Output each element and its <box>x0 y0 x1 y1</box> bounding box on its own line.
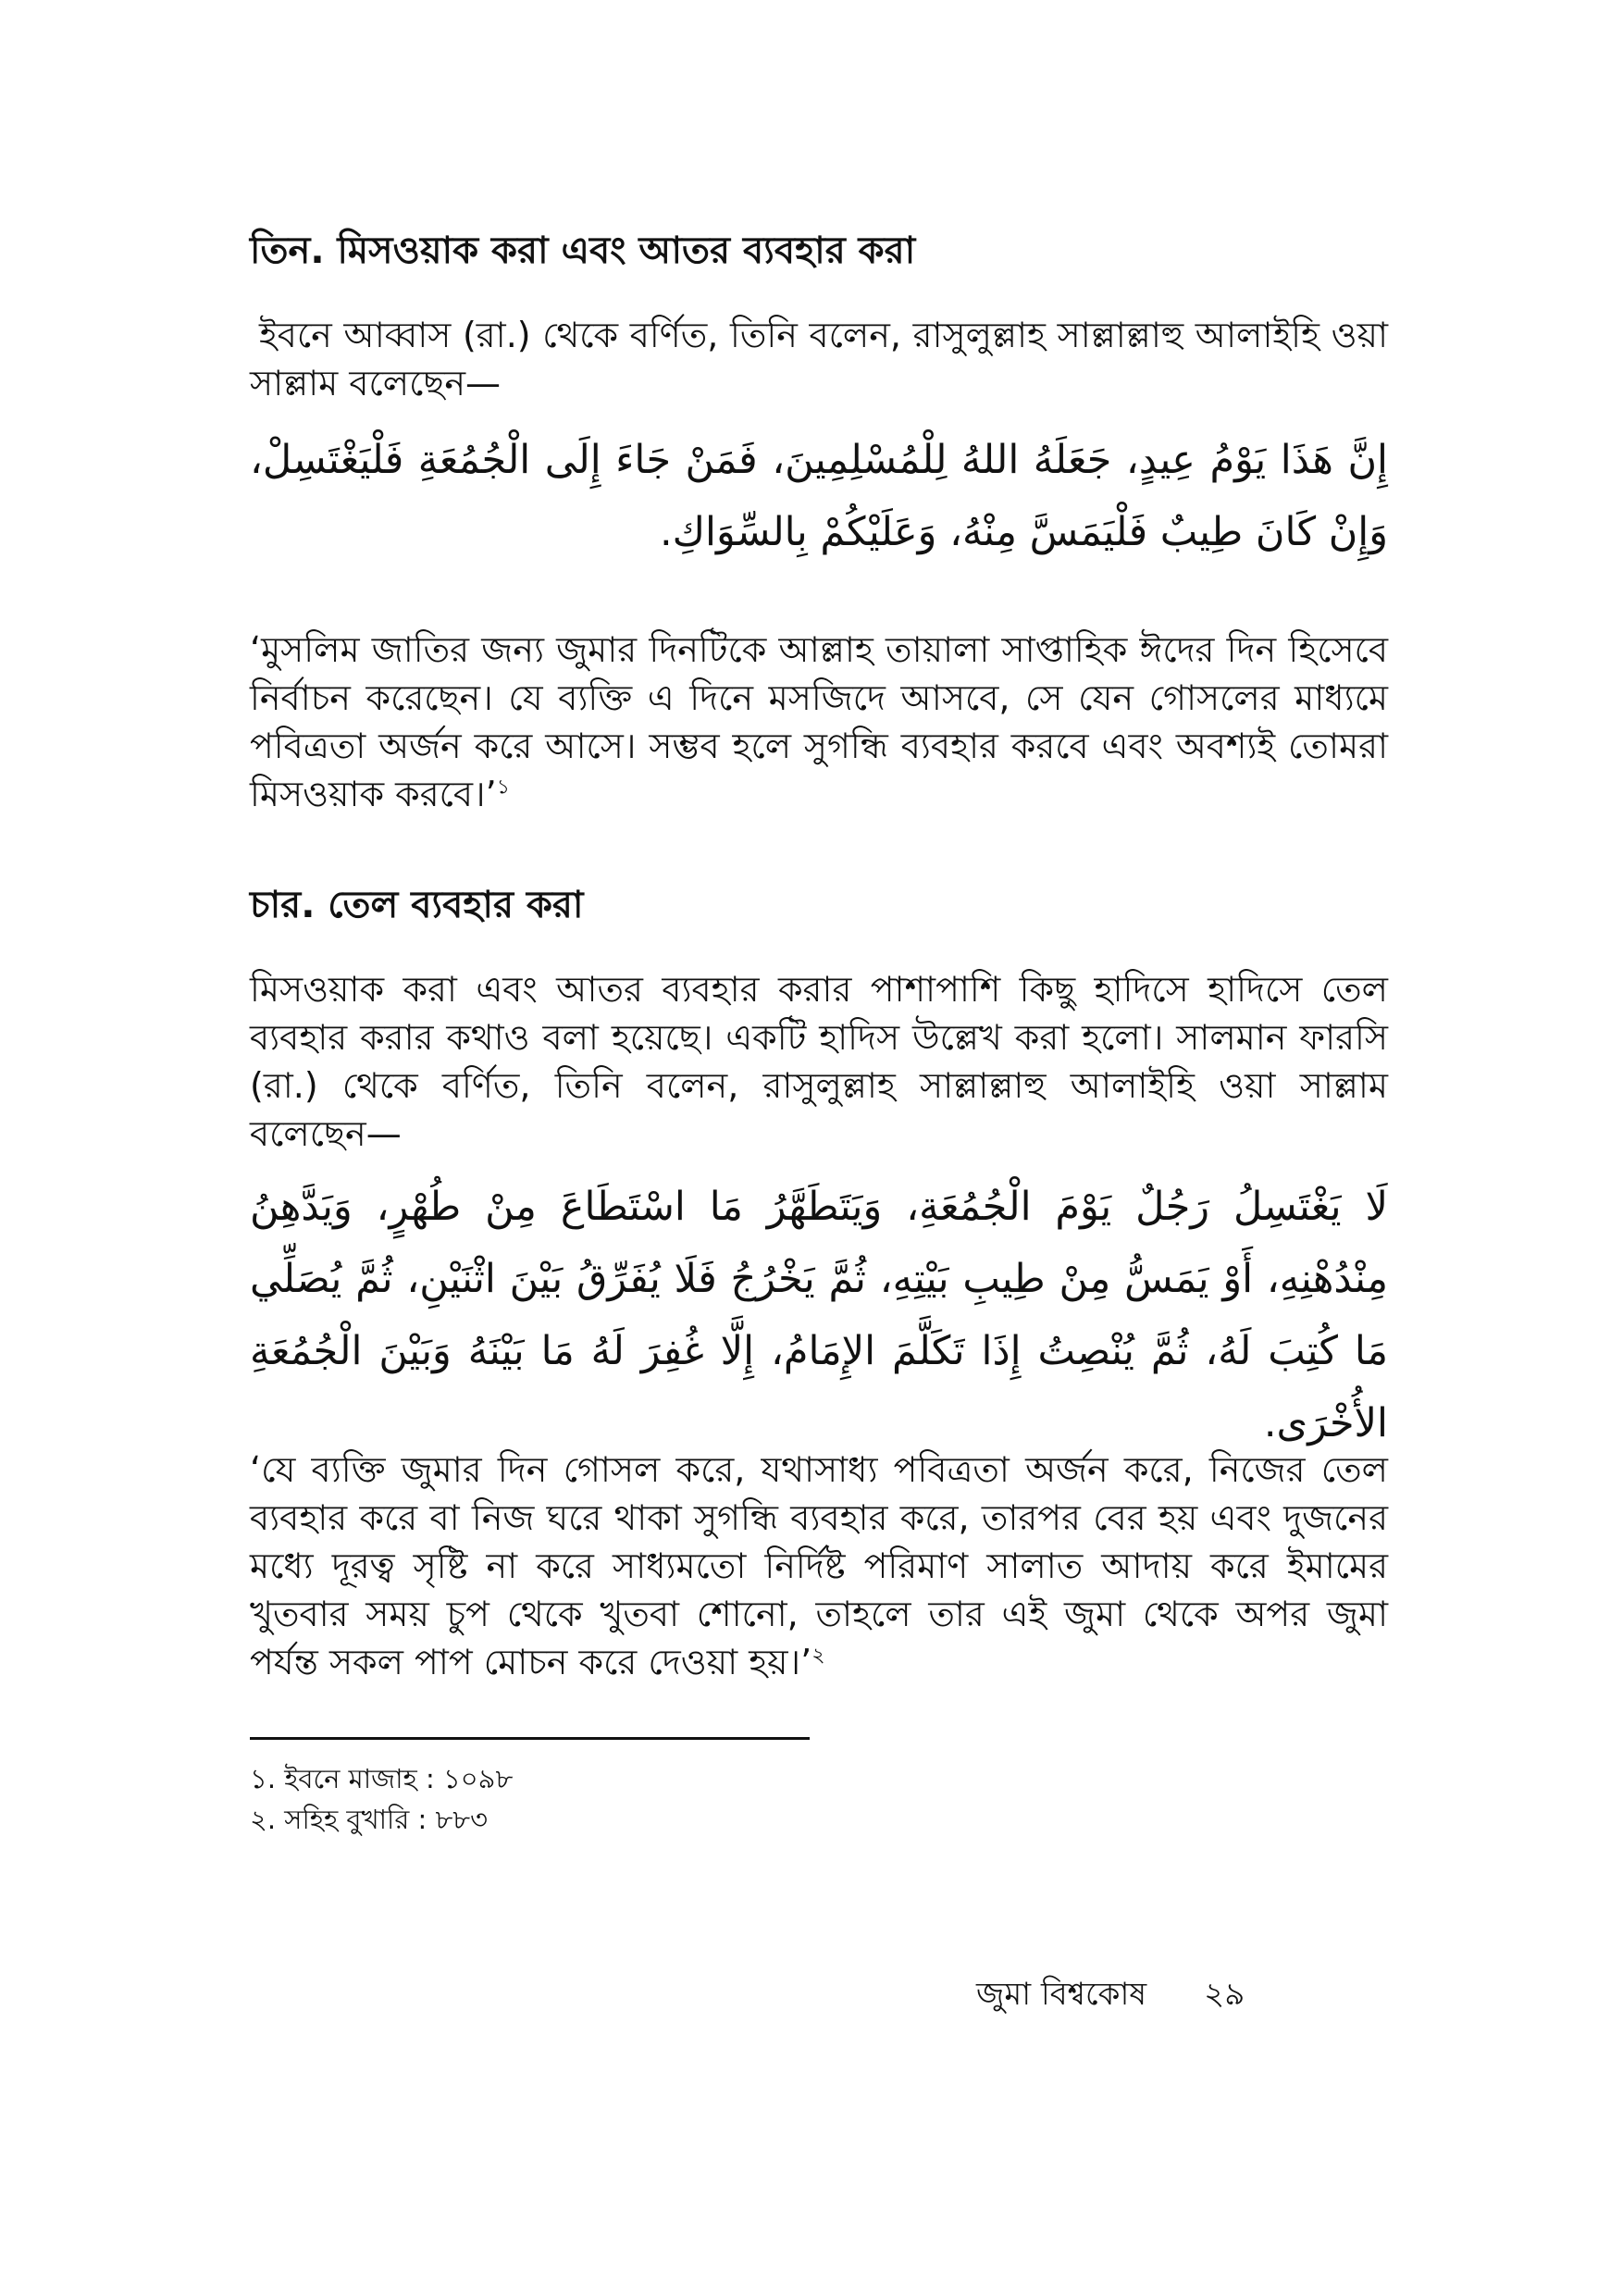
section-heading-oil: চার. তেল ব্যবহার করা <box>250 884 584 926</box>
footnote-reference: ২ <box>812 1644 825 1668</box>
footnote-reference: ১ <box>496 776 510 800</box>
arabic-hadith-miswak: إِنَّ هَذَا يَوْمُ عِيدٍ، جَعَلَهُ اللهُ لِلْمُسْلِمِينَ، فَمَنْ جَاءَ إِلَى الْجُمُعَةِ فَلْيَغْتَسِلْ، وَإِنْ كَانَ طِيبٌ فَلْيَمَسَّ مِنْهُ، وَعَلَيْكُمْ بِالسِّوَاكِ. <box>250 437 1388 555</box>
hadith-intro-miswak: ইবনে আব্বাস (রা.) থেকে বর্ণিত, তিনি বলেন, রাসুলুল্লাহ সাল্লাল্লাহু আলাইহি ওয়া সাল্লাম বলেছেন— <box>250 315 1388 403</box>
page-footer <box>976 1972 1383 2017</box>
translation-text: ‘মুসলিম জাতির জন্য জুমার দিনটিকে আল্লাহ তায়ালা সাপ্তাহিক ঈদের দিন হিসেবে নির্বাচন করেছেন। যে ব্যক্তি এ দিনে মসজিদে আসবে, সে যেন গোসলের মাধ্যমে পবিত্রতা অর্জন করে আসে। সম্ভব হলে সুগন্ধি ব্যবহার করবে এবং অবশ্যই তোমরা মিসওয়াক করবে।’ <box>250 629 1388 814</box>
hadith-intro-oil: মিসওয়াক করা এবং আতর ব্যবহার করার পাশাপাশি কিছু হাদিসে হাদিসে তেল ব্যবহার করার কথাও বলা হয়েছে। একটি হাদিস উল্লেখ করা হলো। সালমান ফারসি (রা.) থেকে বর্ণিত, তিনি বলেন, রাসুলুল্লাহ সাল্লাল্লাহু আলাইহি ওয়া সাল্লাম বলেছেন— <box>250 969 1388 1154</box>
footnotes <box>250 1758 1083 1840</box>
arabic-hadith-oil: لَا يَغْتَسِلُ رَجُلٌ يَوْمَ الْجُمُعَةِ، وَيَتَطَهَّرُ مَا اسْتَطَاعَ مِنْ طُهْرٍ، وَيَدَّهِنُ مِنْدُهْنِهِ، أَوْ يَمَسُّ مِنْ طِيبِ بَيْتِهِ، ثُمَّ يَخْرُجُ فَلَا يُفَرِّقُ بَيْنَ اثْنَيْنِ، ثُمَّ يُصَلِّي مَا كُتِبَ لَهُ، ثُمَّ يُنْصِتُ إِذَا تَكَلَّمَ الإِمَامُ، إِلَّا غُفِرَ لَهُ مَا بَيْنَهُ وَبَيْنَ الْجُمُعَةِ الأُخْرَى. <box>250 1184 1388 1446</box>
footnote-item: ১. ইবনে মাজাহ : ১০৯৮ <box>250 1763 514 1794</box>
footnote-item: ২. সহিহ বুখারি : ৮৮৩ <box>250 1804 488 1835</box>
footnote-divider <box>250 1737 810 1740</box>
book-title: জুমা বিশ্বকোষ <box>976 1976 1147 2013</box>
book-page <box>250 0 1388 2296</box>
section-heading-miswak: তিন. মিসওয়াক করা এবং আতর ব্যবহার করা <box>250 230 916 272</box>
page-number: ২৯ <box>1204 1976 1245 2013</box>
translation-oil <box>250 1446 1388 1686</box>
translation-text: ‘যে ব্যক্তি জুমার দিন গোসল করে, যথাসাধ্য পবিত্রতা অর্জন করে, নিজের তেল ব্যবহার করে বা নিজ ঘরে থাকা সুগন্ধি ব্যবহার করে, তারপর বের হয় এবং দুজনের মধ্যে দূরত্ব সৃষ্টি না করে সাধ্যমতো নির্দিষ্ট পরিমাণ সালাত আদায় করে ইমামের খুতবার সময় চুপ থেকে খুতবা শোনো, তাহলে তার এই জুমা থেকে অপর জুমা পর্যন্ত সকল পাপ মোচন করে দেওয়া হয়।’ <box>250 1449 1388 1682</box>
translation-miswak <box>250 626 1388 818</box>
